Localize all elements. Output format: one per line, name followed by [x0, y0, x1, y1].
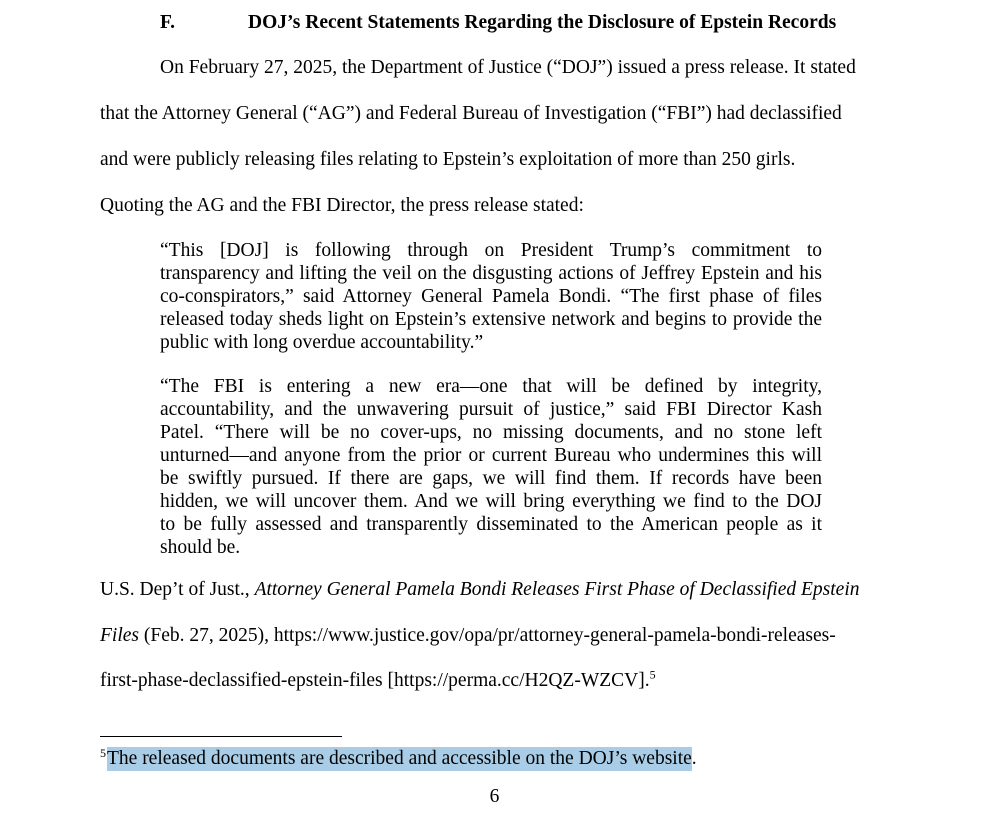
section-title: DOJ’s Recent Statements Regarding the Disclosure of Epstein Records: [248, 12, 837, 33]
citation-line: [100, 578, 859, 602]
quote-line: released today sheds light on Epstein’s extensive network and begins to provide the: [160, 309, 822, 330]
quote-line: unturned—and anyone from the prior or current Bureau who undermines this will: [160, 445, 822, 466]
footnote-period: .: [691, 748, 697, 769]
body-line: Quoting the AG and the FBI Director, the press release stated:: [100, 195, 584, 216]
citation-url-end: first-phase-declassified-epstein-files [https://perma.cc/H2QZ-WZCV].: [100, 670, 650, 691]
citation-line: [100, 624, 836, 648]
quote-line: transparency and lifting the veil on the disgusting actions of Jeffrey Epstein and his: [160, 263, 822, 284]
quote-line: “This [DOJ] is following through on President Trump’s commitment to: [160, 240, 822, 261]
selected-text[interactable]: The released documents are described and accessible on the DOJ’s website: [107, 748, 692, 769]
page-number: 6: [489, 786, 500, 807]
body-line: On February 27, 2025, the Department of Justice (“DOJ”) issued a press release. It stated: [160, 57, 856, 78]
quote-line: co-conspirators,” said Attorney General Pamela Bondi. “The first phase of files: [160, 286, 822, 307]
citation-line: [100, 669, 656, 693]
quote-line: Patel. “There will be no cover-ups, no missing documents, and no stone left: [160, 422, 822, 443]
quote-line: to be fully assessed and transparently disseminated to the American people as it: [160, 514, 822, 535]
citation-source: U.S. Dep’t of Just.,: [100, 579, 255, 600]
body-line: and were publicly releasing files relating to Epstein’s exploitation of more than 250 girls.: [100, 149, 796, 170]
quote-line: hidden, we will uncover them. And we will bring everything we find to the DOJ: [160, 491, 822, 512]
section-heading: [160, 12, 836, 34]
footnote-reference[interactable]: 5: [649, 667, 656, 682]
block-quote-ag: [160, 239, 822, 354]
quote-line: be swiftly pursued. If there are gaps, we will find them. If records have been: [160, 468, 822, 489]
quote-line: should be.: [160, 537, 241, 558]
section-label: F.: [160, 12, 175, 33]
footnote-number: 5: [100, 745, 106, 760]
block-quote-fbi: [160, 375, 822, 559]
quote-line: accountability, and the unwavering pursuit of justice,” said FBI Director Kash: [160, 399, 822, 420]
citation-title-end: Files: [100, 625, 139, 646]
footnote: [100, 746, 697, 772]
body-line: that the Attorney General (“AG”) and Federal Bureau of Investigation (“FBI”) had declassified: [100, 103, 842, 124]
quote-line: “The FBI is entering a new era—one that will be defined by integrity,: [160, 376, 822, 397]
citation-title: Attorney General Pamela Bondi Releases First Phase of Declassified Epstein: [254, 579, 860, 600]
citation-url: (Feb. 27, 2025), https://www.justice.gov/opa/pr/attorney-general-pamela-bondi-releases-: [139, 625, 836, 646]
footnote-divider: [100, 736, 342, 737]
quote-line: public with long overdue accountability.”: [160, 332, 484, 353]
